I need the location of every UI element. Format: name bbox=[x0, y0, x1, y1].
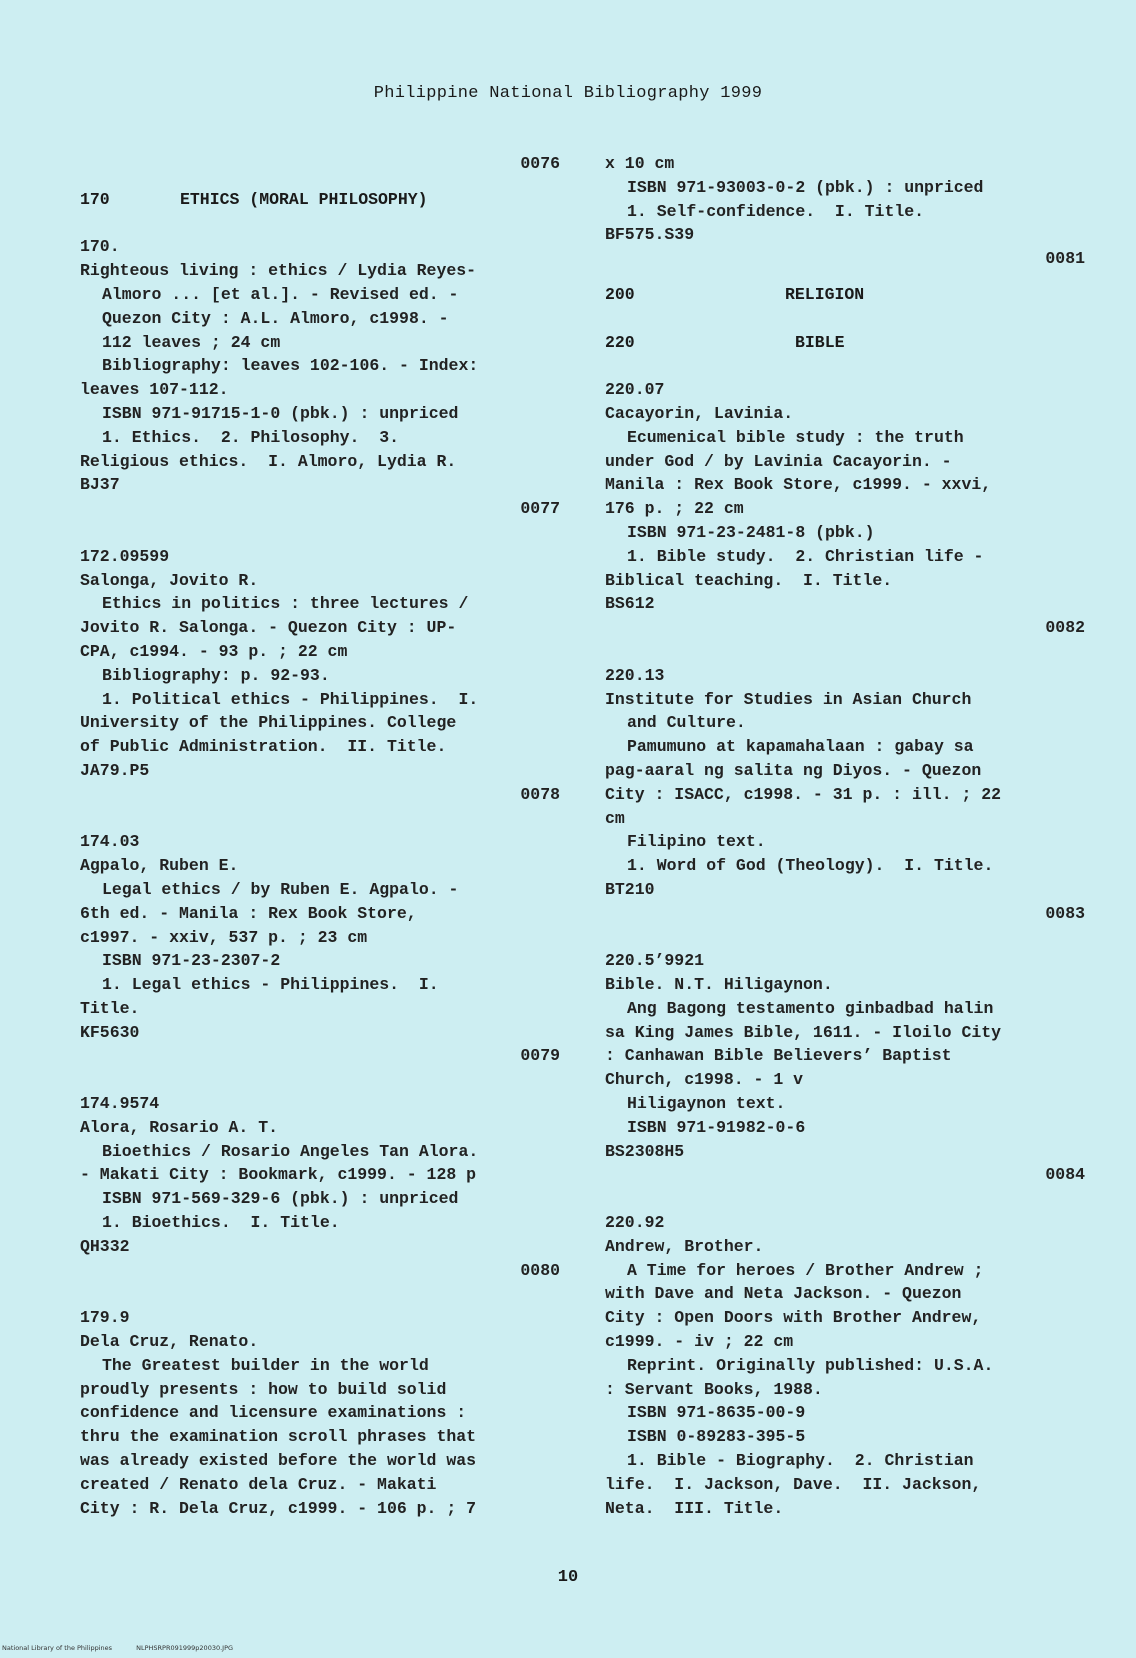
entry-line: Andrew, Brother. bbox=[605, 1236, 764, 1256]
spacer bbox=[605, 271, 1085, 283]
spacer bbox=[80, 1068, 560, 1092]
entry-line: c1997. - xxiv, 537 p. ; 23 cm bbox=[80, 927, 368, 947]
entry-line: City : R. Dela Cruz, c1999. - 106 p. ; 7 bbox=[80, 1498, 477, 1518]
spacer bbox=[605, 307, 1085, 331]
entry-line: Ecumenical bible study : the truth bbox=[627, 427, 964, 447]
entry-line: Legal ethics / by Ruben E. Agpalo. - bbox=[102, 879, 459, 899]
entry-line: under God / by Lavinia Cacayorin. - bbox=[605, 451, 952, 471]
entry-line: life. I. Jackson, Dave. II. Jackson, bbox=[605, 1474, 982, 1494]
entry-line: 1. Bioethics. I. Title. bbox=[102, 1213, 340, 1233]
section-title: BIBLE bbox=[795, 332, 845, 352]
entry-line: 220.5’9921 bbox=[605, 951, 705, 971]
entry-number: 0081 bbox=[1045, 249, 1085, 269]
entry-line: Neta. III. Title. bbox=[605, 1498, 784, 1518]
entry-line: Agpalo, Ruben E. bbox=[80, 856, 239, 876]
entry-line: - Makati City : Bookmark, c1999. - 128 p bbox=[80, 1165, 477, 1185]
entry-line: Church, c1998. - 1 v bbox=[605, 1070, 804, 1090]
entry-line: created / Renato dela Cruz. - Makati bbox=[80, 1474, 437, 1494]
entry-line: ISBN 971-91715-1-0 (pbk.) : unpriced bbox=[102, 403, 459, 423]
entry-line: Cacayorin, Lavinia. bbox=[605, 403, 794, 423]
entry-line: : Canhawan Bible Believers’ Baptist bbox=[605, 1046, 952, 1066]
entry-line: Institute for Studies in Asian Church bbox=[605, 689, 972, 709]
entry-line: 179.9 bbox=[80, 1308, 130, 1328]
spacer bbox=[605, 1187, 1085, 1211]
entry-line: leaves 107-112. bbox=[80, 380, 229, 400]
footer-library: National Library of the Philippines bbox=[2, 1644, 113, 1652]
section-heading bbox=[605, 331, 1085, 355]
entry-line: Manila : Rex Book Store, c1999. - xxvi, bbox=[605, 475, 992, 495]
entry-line: A Time for heroes / Brother Andrew ; bbox=[627, 1260, 984, 1280]
entry-line: Pamumuno at kapamahalaan : gabay sa bbox=[627, 737, 974, 757]
entry-line: 1. Political ethics - Philippines. I. bbox=[102, 689, 479, 709]
entry-line: ISBN 971-569-329-6 (pbk.) : unpriced bbox=[102, 1189, 459, 1209]
entry-line: Reprint. Originally published: U.S.A. bbox=[627, 1355, 994, 1375]
section-title: ETHICS (MORAL PHILOSOPHY) bbox=[180, 189, 428, 209]
entry-line: Hiligaynon text. bbox=[627, 1094, 786, 1114]
entry-line: 1. Bible study. 2. Christian life - bbox=[627, 546, 984, 566]
entry-line: 1. Legal ethics - Philippines. I. bbox=[102, 975, 439, 995]
spacer bbox=[80, 521, 560, 545]
spacer bbox=[605, 354, 1085, 378]
entry-number: 0080 bbox=[520, 1260, 560, 1280]
entry-line: City : Open Doors with Brother Andrew, bbox=[605, 1308, 982, 1328]
entry-line: Dela Cruz, Renato. bbox=[80, 1332, 259, 1352]
entry-number: 0084 bbox=[1045, 1165, 1085, 1185]
entry-number: 0079 bbox=[520, 1046, 560, 1066]
entry-line: 112 leaves ; 24 cm bbox=[102, 332, 281, 352]
entry-line: QH332 bbox=[80, 1236, 130, 1256]
entry-line: thru the examination scroll phrases that bbox=[80, 1427, 477, 1447]
entry-line: Almoro ... [et al.]. - Revised ed. - bbox=[102, 284, 459, 304]
entry-line: 220.07 bbox=[605, 380, 665, 400]
entry-line: City : ISACC, c1998. - 31 p. : ill. ; 22 bbox=[605, 784, 1002, 804]
entry-line: 1. Self-confidence. I. Title. bbox=[627, 201, 925, 221]
entry-line: 170. bbox=[80, 237, 120, 257]
entry-line: was already existed before the world was bbox=[80, 1451, 477, 1471]
entry-line: BF575.S39 bbox=[605, 225, 695, 245]
entry-line: Biblical teaching. I. Title. bbox=[605, 570, 893, 590]
entry-line: Ang Bagong testamento ginbadbad halin bbox=[627, 998, 994, 1018]
right-column bbox=[605, 152, 1085, 1520]
entry-number: 0082 bbox=[1045, 618, 1085, 638]
spacer bbox=[80, 1282, 560, 1306]
entry-line: 1. Bible - Biography. 2. Christian bbox=[627, 1451, 974, 1471]
entry-line: 220.13 bbox=[605, 665, 665, 685]
entry-line: 1. Ethics. 2. Philosophy. 3. bbox=[102, 427, 400, 447]
entry-line: ISBN 971-23-2481-8 (pbk.) bbox=[627, 522, 875, 542]
entry-line: Salonga, Jovito R. bbox=[80, 570, 259, 590]
entry-line: Religious ethics. I. Almoro, Lydia R. bbox=[80, 451, 457, 471]
entry-line: Righteous living : ethics / Lydia Reyes- bbox=[80, 261, 477, 281]
spacer bbox=[605, 926, 1085, 950]
entry-number: 0077 bbox=[520, 499, 560, 519]
entry-line: Bible. N.T. Hiligaynon. bbox=[605, 975, 833, 995]
entry-line: 174.9574 bbox=[80, 1094, 160, 1114]
section-code: 170 bbox=[80, 189, 110, 209]
entry-line: pag-aaral ng salita ng Diyos. - Quezon bbox=[605, 760, 982, 780]
spacer bbox=[80, 212, 560, 236]
entry-number: 0078 bbox=[520, 784, 560, 804]
entry-line: Filipino text. bbox=[627, 832, 766, 852]
entry-line: of Public Administration. II. Title. bbox=[80, 737, 447, 757]
entry-line: 6th ed. - Manila : Rex Book Store, bbox=[80, 903, 417, 923]
section-code: 220 bbox=[605, 332, 635, 352]
entry-line: Alora, Rosario A. T. bbox=[80, 1117, 279, 1137]
entry-line: Bibliography: p. 92-93. bbox=[102, 665, 330, 685]
entry-line: : Servant Books, 1988. bbox=[605, 1379, 823, 1399]
entry-line: ISBN 971-23-2307-2 bbox=[102, 951, 281, 971]
footer-filename: NLPHSRPR091999p20030.JPG bbox=[136, 1644, 234, 1652]
entry-line: KF5630 bbox=[80, 1022, 140, 1042]
entry-line: 176 p. ; 22 cm bbox=[605, 499, 744, 519]
running-header: Philippine National Bibliography 1999 bbox=[373, 84, 763, 103]
entry-line: confidence and licensure examinations : bbox=[80, 1403, 467, 1423]
spacer bbox=[605, 640, 1085, 664]
section-heading bbox=[80, 188, 560, 212]
entry-line: BS612 bbox=[605, 594, 655, 614]
entry-line: ISBN 971-8635-00-9 bbox=[627, 1403, 806, 1423]
scan-footer bbox=[2, 1644, 255, 1652]
entry-line: 1. Word of God (Theology). I. Title. bbox=[627, 856, 994, 876]
entry-line: with Dave and Neta Jackson. - Quezon bbox=[605, 1284, 962, 1304]
entry-line: ISBN 971-93003-0-2 (pbk.) : unpriced bbox=[627, 177, 984, 197]
entry-number: 0083 bbox=[1045, 903, 1085, 923]
entry-line: sa King James Bible, 1611. - Iloilo City bbox=[605, 1022, 1002, 1042]
entry-line: 174.03 bbox=[80, 832, 140, 852]
entry-line: Bibliography: leaves 102-106. - Index: bbox=[102, 356, 479, 376]
entry-line: BJ37 bbox=[80, 475, 120, 495]
entry-line: cm bbox=[605, 808, 625, 828]
entry-line: 172.09599 bbox=[80, 546, 170, 566]
entry-line: and Culture. bbox=[627, 713, 746, 733]
entry-line: 220.92 bbox=[605, 1213, 665, 1233]
section-heading bbox=[605, 283, 1085, 307]
entry-line: The Greatest builder in the world bbox=[102, 1355, 429, 1375]
entry-line: Bioethics / Rosario Angeles Tan Alora. bbox=[102, 1141, 479, 1161]
entry-line: Title. bbox=[80, 998, 140, 1018]
entry-line: ISBN 971-91982-0-6 bbox=[627, 1117, 806, 1137]
entry-line: University of the Philippines. College bbox=[80, 713, 457, 733]
entry-line: JA79.P5 bbox=[80, 760, 150, 780]
spacer bbox=[80, 176, 560, 188]
spacer bbox=[80, 807, 560, 831]
section-code: 200 bbox=[605, 284, 635, 304]
entry-line: CPA, c1994. - 93 p. ; 22 cm bbox=[80, 641, 348, 661]
entry-line: ISBN 0-89283-395-5 bbox=[627, 1427, 806, 1447]
entry-line: Quezon City : A.L. Almoro, c1998. - bbox=[102, 308, 449, 328]
entry-line: Ethics in politics : three lectures / bbox=[102, 594, 469, 614]
entry-line: BS2308H5 bbox=[605, 1141, 685, 1161]
entry-line: c1999. - iv ; 22 cm bbox=[605, 1332, 794, 1352]
entry-line: BT210 bbox=[605, 879, 655, 899]
page-number: 10 bbox=[557, 1568, 579, 1587]
left-column bbox=[80, 152, 560, 1520]
entry-line: Jovito R. Salonga. - Quezon City : UP- bbox=[80, 618, 457, 638]
entry-line: x 10 cm bbox=[605, 154, 675, 173]
section-title: RELIGION bbox=[785, 284, 865, 304]
entry-line: proudly presents : how to build solid bbox=[80, 1379, 447, 1399]
entry-number: 0076 bbox=[520, 154, 560, 173]
